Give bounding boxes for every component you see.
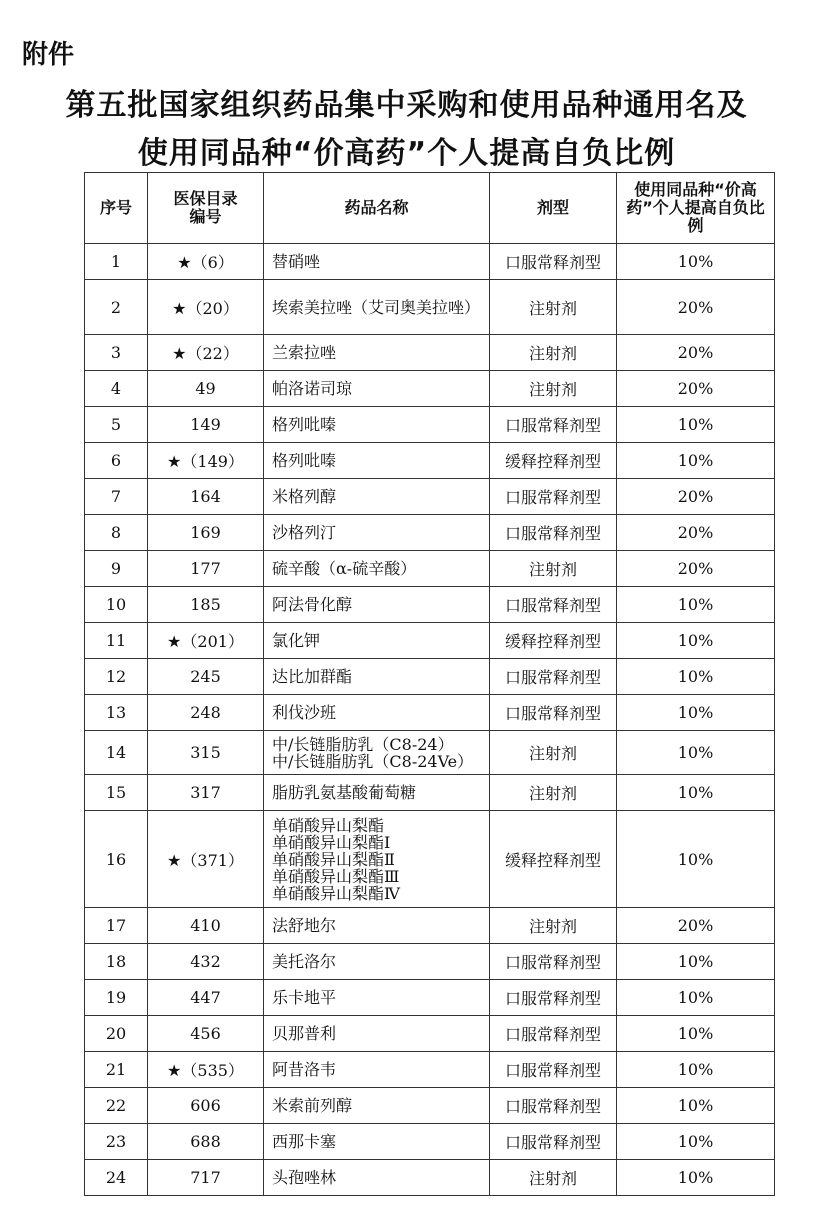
table-row <box>85 443 775 479</box>
header-serial: 序号 <box>85 173 148 244</box>
cell-dosage-form: 口服常释剂型 <box>490 944 617 980</box>
cell-ratio: 20% <box>617 280 775 335</box>
cell-ratio: 10% <box>617 731 775 775</box>
cell-drug-name: 利伐沙班 <box>264 695 490 731</box>
cell-ratio: 10% <box>617 659 775 695</box>
cell-serial: 3 <box>85 335 148 371</box>
table-row <box>85 407 775 443</box>
cell-serial: 18 <box>85 944 148 980</box>
cell-ratio: 10% <box>617 695 775 731</box>
table-row <box>85 980 775 1016</box>
cell-code: ★（22） <box>148 335 264 371</box>
document-title-line-1: 第五批国家组织药品集中采购和使用品种通用名及 <box>65 88 748 123</box>
table-row <box>85 244 775 280</box>
cell-dosage-form: 口服常释剂型 <box>490 479 617 515</box>
cell-dosage-form: 口服常释剂型 <box>490 695 617 731</box>
cell-drug-name: 头孢唑林 <box>264 1160 490 1196</box>
cell-serial: 12 <box>85 659 148 695</box>
cell-drug-name: 贝那普利 <box>264 1016 490 1052</box>
cell-ratio: 10% <box>617 1088 775 1124</box>
cell-drug-name: 美托洛尔 <box>264 944 490 980</box>
cell-ratio: 10% <box>617 811 775 908</box>
cell-dosage-form: 注射剂 <box>490 731 617 775</box>
cell-drug-name: 单硝酸异山梨酯 单硝酸异山梨酯Ⅰ 单硝酸异山梨酯Ⅱ 单硝酸异山梨酯Ⅲ 单硝酸异山梨酯Ⅳ <box>264 811 490 908</box>
cell-ratio: 10% <box>617 407 775 443</box>
cell-dosage-form: 注射剂 <box>490 908 617 944</box>
cell-code: ★（149） <box>148 443 264 479</box>
cell-serial: 15 <box>85 775 148 811</box>
cell-dosage-form: 口服常释剂型 <box>490 1088 617 1124</box>
table-row <box>85 1088 775 1124</box>
cell-drug-name: 米格列醇 <box>264 479 490 515</box>
cell-ratio: 10% <box>617 623 775 659</box>
cell-drug-name: 阿法骨化醇 <box>264 587 490 623</box>
cell-dosage-form: 口服常释剂型 <box>490 1124 617 1160</box>
attachment-label: 附件 <box>22 40 75 70</box>
cell-drug-name: 帕洛诺司琼 <box>264 371 490 407</box>
cell-code: 248 <box>148 695 264 731</box>
cell-code: 169 <box>148 515 264 551</box>
table-row <box>85 551 775 587</box>
cell-code: 410 <box>148 908 264 944</box>
cell-code: 447 <box>148 980 264 1016</box>
cell-code: 315 <box>148 731 264 775</box>
cell-ratio: 10% <box>617 587 775 623</box>
cell-dosage-form: 缓释控释剂型 <box>490 443 617 479</box>
cell-drug-name: 沙格列汀 <box>264 515 490 551</box>
cell-drug-name: 氯化钾 <box>264 623 490 659</box>
cell-code: 688 <box>148 1124 264 1160</box>
table-row <box>85 659 775 695</box>
cell-code: ★（201） <box>148 623 264 659</box>
table-row <box>85 908 775 944</box>
cell-serial: 19 <box>85 980 148 1016</box>
cell-dosage-form: 口服常释剂型 <box>490 587 617 623</box>
cell-code: ★（6） <box>148 244 264 280</box>
table-row <box>85 695 775 731</box>
table-row <box>85 515 775 551</box>
table-row <box>85 775 775 811</box>
cell-code: 606 <box>148 1088 264 1124</box>
cell-drug-name: 阿昔洛韦 <box>264 1052 490 1088</box>
cell-dosage-form: 注射剂 <box>490 1160 617 1196</box>
cell-serial: 8 <box>85 515 148 551</box>
cell-dosage-form: 注射剂 <box>490 775 617 811</box>
table-row <box>85 623 775 659</box>
table-row <box>85 1160 775 1196</box>
cell-drug-name: 西那卡塞 <box>264 1124 490 1160</box>
cell-drug-name: 米索前列醇 <box>264 1088 490 1124</box>
cell-ratio: 20% <box>617 371 775 407</box>
table-row <box>85 371 775 407</box>
table-row <box>85 587 775 623</box>
cell-drug-name: 达比加群酯 <box>264 659 490 695</box>
cell-drug-name: 脂肪乳氨基酸葡萄糖 <box>264 775 490 811</box>
cell-serial: 5 <box>85 407 148 443</box>
cell-dosage-form: 注射剂 <box>490 280 617 335</box>
cell-ratio: 10% <box>617 980 775 1016</box>
cell-dosage-form: 口服常释剂型 <box>490 407 617 443</box>
cell-dosage-form: 缓释控释剂型 <box>490 811 617 908</box>
cell-code: ★（20） <box>148 280 264 335</box>
cell-code: ★（371） <box>148 811 264 908</box>
cell-code: 49 <box>148 371 264 407</box>
cell-dosage-form: 口服常释剂型 <box>490 659 617 695</box>
cell-ratio: 10% <box>617 1016 775 1052</box>
cell-serial: 9 <box>85 551 148 587</box>
cell-code: 185 <box>148 587 264 623</box>
cell-code: 245 <box>148 659 264 695</box>
cell-ratio: 10% <box>617 443 775 479</box>
cell-code: 164 <box>148 479 264 515</box>
cell-drug-name: 兰索拉唑 <box>264 335 490 371</box>
cell-serial: 16 <box>85 811 148 908</box>
cell-serial: 11 <box>85 623 148 659</box>
cell-code: 149 <box>148 407 264 443</box>
cell-dosage-form: 缓释控释剂型 <box>490 623 617 659</box>
table-row <box>85 811 775 908</box>
cell-ratio: 10% <box>617 1160 775 1196</box>
header-dosage-form: 剂型 <box>490 173 617 244</box>
cell-ratio: 10% <box>617 944 775 980</box>
cell-serial: 17 <box>85 908 148 944</box>
cell-serial: 4 <box>85 371 148 407</box>
table-row <box>85 944 775 980</box>
cell-serial: 6 <box>85 443 148 479</box>
cell-drug-name: 替硝唑 <box>264 244 490 280</box>
cell-ratio: 10% <box>617 244 775 280</box>
cell-ratio: 20% <box>617 335 775 371</box>
cell-dosage-form: 注射剂 <box>490 335 617 371</box>
cell-ratio: 10% <box>617 775 775 811</box>
cell-code: 432 <box>148 944 264 980</box>
cell-ratio: 20% <box>617 479 775 515</box>
cell-serial: 20 <box>85 1016 148 1052</box>
cell-drug-name: 格列吡嗪 <box>264 407 490 443</box>
cell-ratio: 20% <box>617 551 775 587</box>
table-header-row <box>85 173 775 244</box>
cell-ratio: 10% <box>617 1052 775 1088</box>
cell-serial: 2 <box>85 280 148 335</box>
cell-code: 177 <box>148 551 264 587</box>
cell-dosage-form: 口服常释剂型 <box>490 1052 617 1088</box>
document-title-line-2: 使用同品种“价高药”个人提高自负比例 <box>137 136 676 171</box>
cell-serial: 21 <box>85 1052 148 1088</box>
cell-serial: 1 <box>85 244 148 280</box>
cell-code: ★（535） <box>148 1052 264 1088</box>
cell-dosage-form: 口服常释剂型 <box>490 1016 617 1052</box>
cell-ratio: 20% <box>617 908 775 944</box>
table-row <box>85 731 775 775</box>
cell-serial: 7 <box>85 479 148 515</box>
cell-drug-name: 埃索美拉唑（艾司奥美拉唑） <box>264 280 490 335</box>
cell-dosage-form: 口服常释剂型 <box>490 515 617 551</box>
cell-ratio: 10% <box>617 1124 775 1160</box>
cell-serial: 22 <box>85 1088 148 1124</box>
table-row <box>85 1016 775 1052</box>
cell-dosage-form: 注射剂 <box>490 371 617 407</box>
table-row <box>85 335 775 371</box>
cell-dosage-form: 口服常释剂型 <box>490 980 617 1016</box>
cell-serial: 10 <box>85 587 148 623</box>
table-row <box>85 280 775 335</box>
cell-drug-name: 乐卡地平 <box>264 980 490 1016</box>
cell-dosage-form: 口服常释剂型 <box>490 244 617 280</box>
cell-serial: 14 <box>85 731 148 775</box>
table-row <box>85 1124 775 1160</box>
cell-code: 717 <box>148 1160 264 1196</box>
drug-table <box>84 172 775 1196</box>
table-row <box>85 479 775 515</box>
cell-ratio: 20% <box>617 515 775 551</box>
cell-serial: 24 <box>85 1160 148 1196</box>
cell-code: 317 <box>148 775 264 811</box>
header-code: 医保目录编号 <box>148 173 264 244</box>
cell-drug-name: 法舒地尔 <box>264 908 490 944</box>
header-drug-name: 药品名称 <box>264 173 490 244</box>
cell-drug-name: 硫辛酸（α-硫辛酸） <box>264 551 490 587</box>
cell-dosage-form: 注射剂 <box>490 551 617 587</box>
cell-code: 456 <box>148 1016 264 1052</box>
cell-serial: 13 <box>85 695 148 731</box>
table-row <box>85 1052 775 1088</box>
cell-serial: 23 <box>85 1124 148 1160</box>
cell-drug-name: 中/长链脂肪乳（C8-24） 中/长链脂肪乳（C8-24Ve） <box>264 731 490 775</box>
cell-drug-name: 格列吡嗪 <box>264 443 490 479</box>
header-ratio: 使用同品种“价高药”个人提高自负比例 <box>617 173 775 244</box>
